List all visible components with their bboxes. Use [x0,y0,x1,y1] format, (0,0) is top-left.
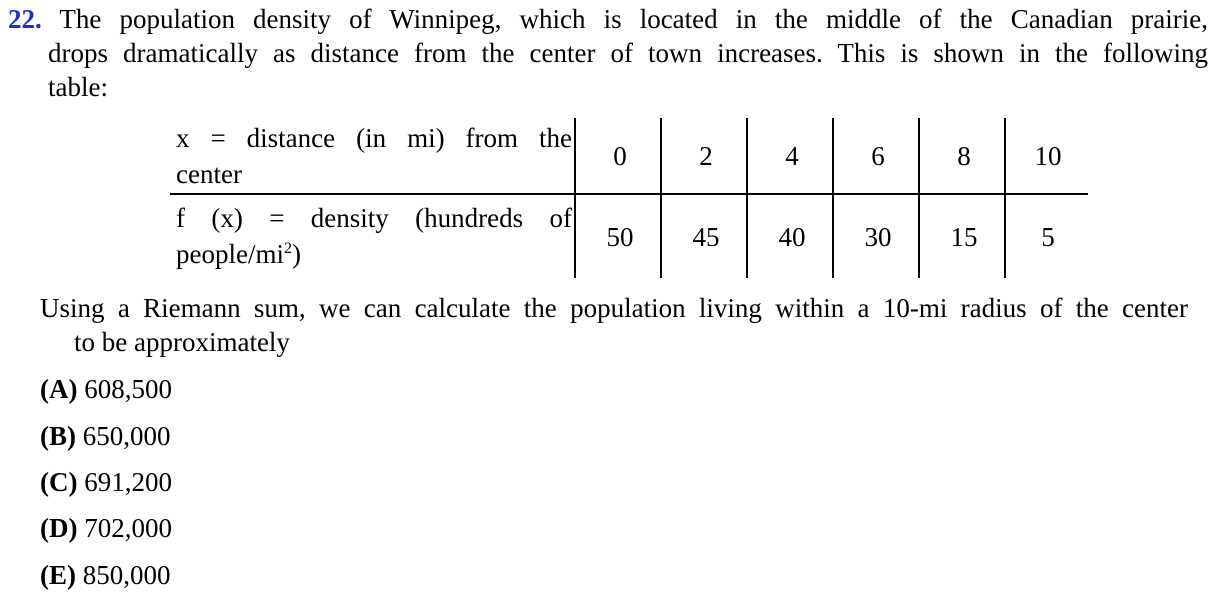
f-value: 40 [778,222,806,252]
x-value: 2 [699,141,713,171]
f-row-label-line-2 [176,236,572,272]
prompt-line-1: Using a Riemann sum, we can calculate the population living within a 10-mi radius of the center [40,293,1188,323]
choice-letter: (C) [40,467,78,497]
choice-e[interactable] [40,558,171,592]
choice-letter: (E) [40,560,76,590]
f-value: 45 [692,222,720,252]
f-row-label-close: ) [291,239,301,269]
f-row-label-units: people/mi [176,239,284,269]
row-divider [170,193,1088,195]
x-row-label [176,120,572,192]
f-value: 30 [864,222,892,252]
f-row-label-line-1: f (x) = density (hundreds of [176,203,572,233]
choice-letter: (D) [40,513,78,543]
x-row-label-line-2: center [176,159,242,189]
f-row-label [176,200,572,272]
density-table [170,118,1088,278]
choice-text: 608,500 [84,374,172,404]
choice-c[interactable] [40,465,172,499]
question-line-3: table: [48,72,108,102]
choice-letter: (B) [40,421,76,451]
question-line-2: drops dramatically as distance from the center of town increases. This is shown in the following [48,38,1208,68]
x-value: 10 [1034,141,1062,171]
question-number: 22. [8,4,42,34]
choice-a[interactable] [40,372,172,406]
choice-letter: (A) [40,374,78,404]
choice-text: 702,000 [84,513,172,543]
choice-d[interactable] [40,511,172,545]
x-value: 6 [871,141,885,171]
choice-text: 850,000 [82,560,171,590]
x-row-label-line-1: x = distance (in mi) from the [176,123,572,153]
x-value: 4 [785,141,799,171]
prompt-line-2: to be approximately [74,327,290,357]
f-row-label-exponent: 2 [283,240,292,257]
x-value: 0 [613,141,627,171]
f-value: 15 [950,222,978,252]
choice-text: 691,200 [84,467,172,497]
f-value: 50 [606,222,634,252]
choice-text: 650,000 [82,421,171,451]
f-value: 5 [1041,222,1055,252]
x-value: 8 [957,141,971,171]
question-text-1: The population density of Winnipeg, which is located in the middle of the Canadian prairie, [59,4,1208,34]
question-line-1 [8,2,1208,36]
col-divider [574,118,576,278]
choice-b[interactable] [40,419,171,453]
